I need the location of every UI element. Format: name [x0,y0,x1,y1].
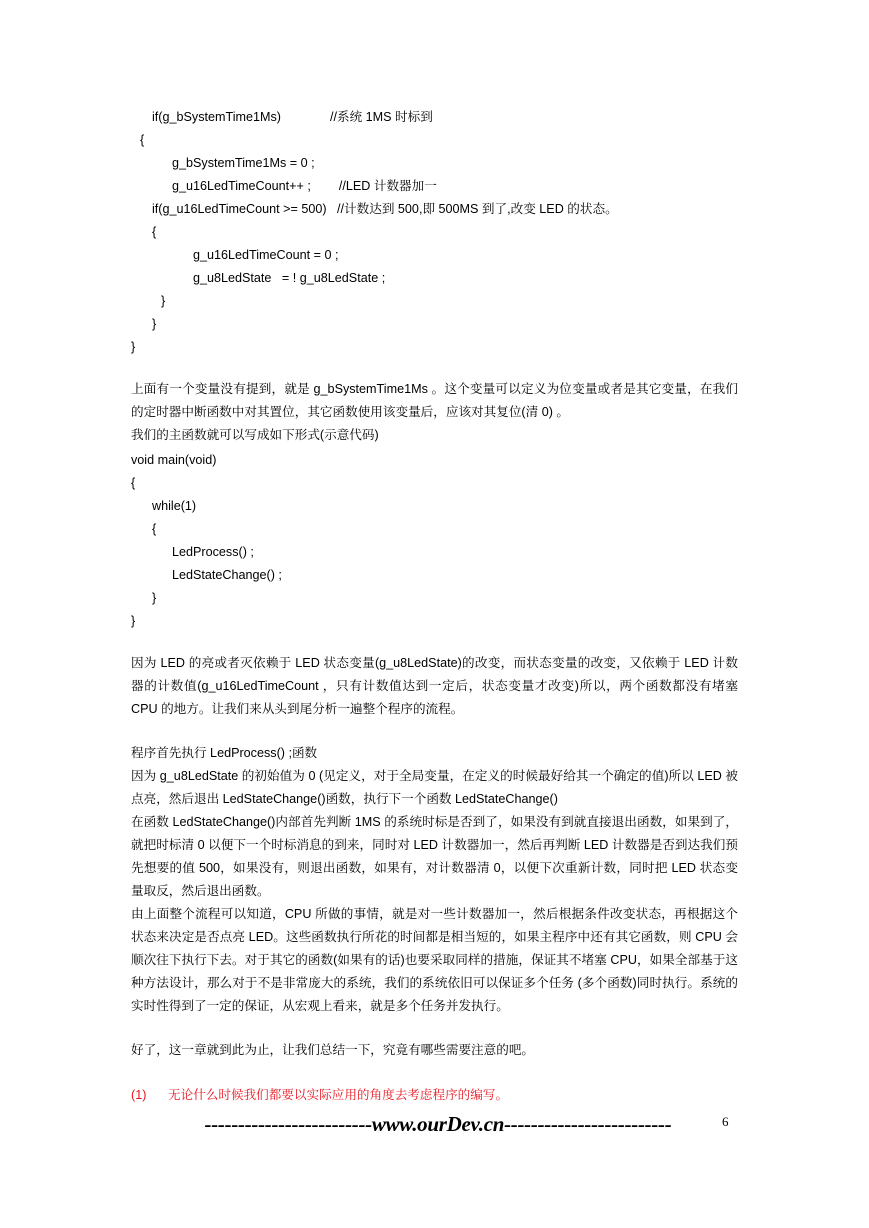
code-line: void main(void) [131,453,217,467]
note-number: (1) [131,1088,147,1102]
code-line: } [152,317,157,331]
paragraph: 由上面整个流程可以知道，CPU 所做的事情，就是对一些计数器加一，然后根据条件改变状态，再根据这个状态来决定是否点亮 LED。这些函数执行所花的时间都是相当短的，如果主程序中还有其它函数，则 CPU 会顺次往下执行下去。对于其它的函数(如果有的话)也要采取同样的措施，保证其不堵塞 CPU，如果全部基于这种方法设计，那么对于不是非常庞大的系统，我们的系统依旧可以保证多个任务 (多个函数)同时执行。系统的实时性得到了一定的保证，从宏观上看来，就是多个任务并发执行。 [131,907,738,1013]
code-line: g_bSystemTime1Ms = 0 ; [172,156,315,170]
paragraph: 因为 g_u8LedState 的初始值为 0 (见定义，对于全局变量，在定义的时候最好给其一个确定的值)所以 LED 被点亮，然后退出 LedStateChange()函数，执行下一个函数 LedStateChange() [131,769,738,806]
code-line: { [152,522,157,536]
paragraph: 好了，这一章就到此为止，让我们总结一下，究竟有哪些需要注意的吧。 [131,1043,534,1057]
code-line: } [152,591,157,605]
code-line: while(1) [152,499,197,513]
code-line: g_u16LedTimeCount = 0 ; [193,248,339,262]
code-line: if(g_bSystemTime1Ms) //系统 1MS 时标到 [152,110,433,124]
footer-banner: -------------------------www.ourDev.cn------------------------- [204,1112,672,1136]
code-line: } [131,340,136,354]
code-line: LedStateChange() ; [172,568,282,582]
paragraph: 在函数 LedStateChange()内部首先判断 1MS 的系统时标是否到了，如果没有到就直接退出函数，如果到了，就把时标清 0 以便下一个时标消息的到来，同时对 LED 计数器加一，然后再判断 LED 计数器是否到达我们预先想要的值 500，如果没有，则退出函数，如果有，对计数器清 0，以便下次重新计数，同时把 LED 状态变量取反，然后退出函数。 [131,815,738,898]
code-line: g_u16LedTimeCount++ ; //LED 计数器加一 [172,179,437,193]
code-line: { [131,476,136,490]
paragraph: 我们的主函数就可以写成如下形式(示意代码) [131,428,379,442]
note-text: 无论什么时候我们都要以实际应用的角度去考虑程序的编写。 [168,1088,509,1102]
code-line: if(g_u16LedTimeCount >= 500) //计数达到 500,即 500MS 到了,改变 LED 的状态。 [152,202,618,216]
code-line: { [140,133,145,147]
code-line: } [161,294,166,308]
paragraph: 程序首先执行 LedProcess() ;函数 [131,746,318,760]
code-line: LedProcess() ; [172,545,254,559]
code-line: g_u8LedState = ! g_u8LedState ; [193,271,386,285]
page-number: 6 [722,1114,729,1129]
paragraph: 因为 LED 的亮或者灭依赖于 LED 状态变量(g_u8LedState)的改变，而状态变量的改变，又依赖于 LED 计数器的计数值(g_u16LedTimeCount ，只有计数值达到一定后，状态变量才改变)所以，两个函数都没有堵塞 CPU 的地方。让我们来从头到尾分析一遍整个程序的流程。 [131,656,738,716]
paragraph: 上面有一个变量没有提到，就是 g_bSystemTime1Ms 。这个变量可以定义为位变量或者是其它变量，在我们的定时器中断函数中对其置位，其它函数使用该变量后，应该对其复位(清 0) 。 [131,382,738,419]
code-line: { [152,225,157,239]
code-line: } [131,614,136,628]
